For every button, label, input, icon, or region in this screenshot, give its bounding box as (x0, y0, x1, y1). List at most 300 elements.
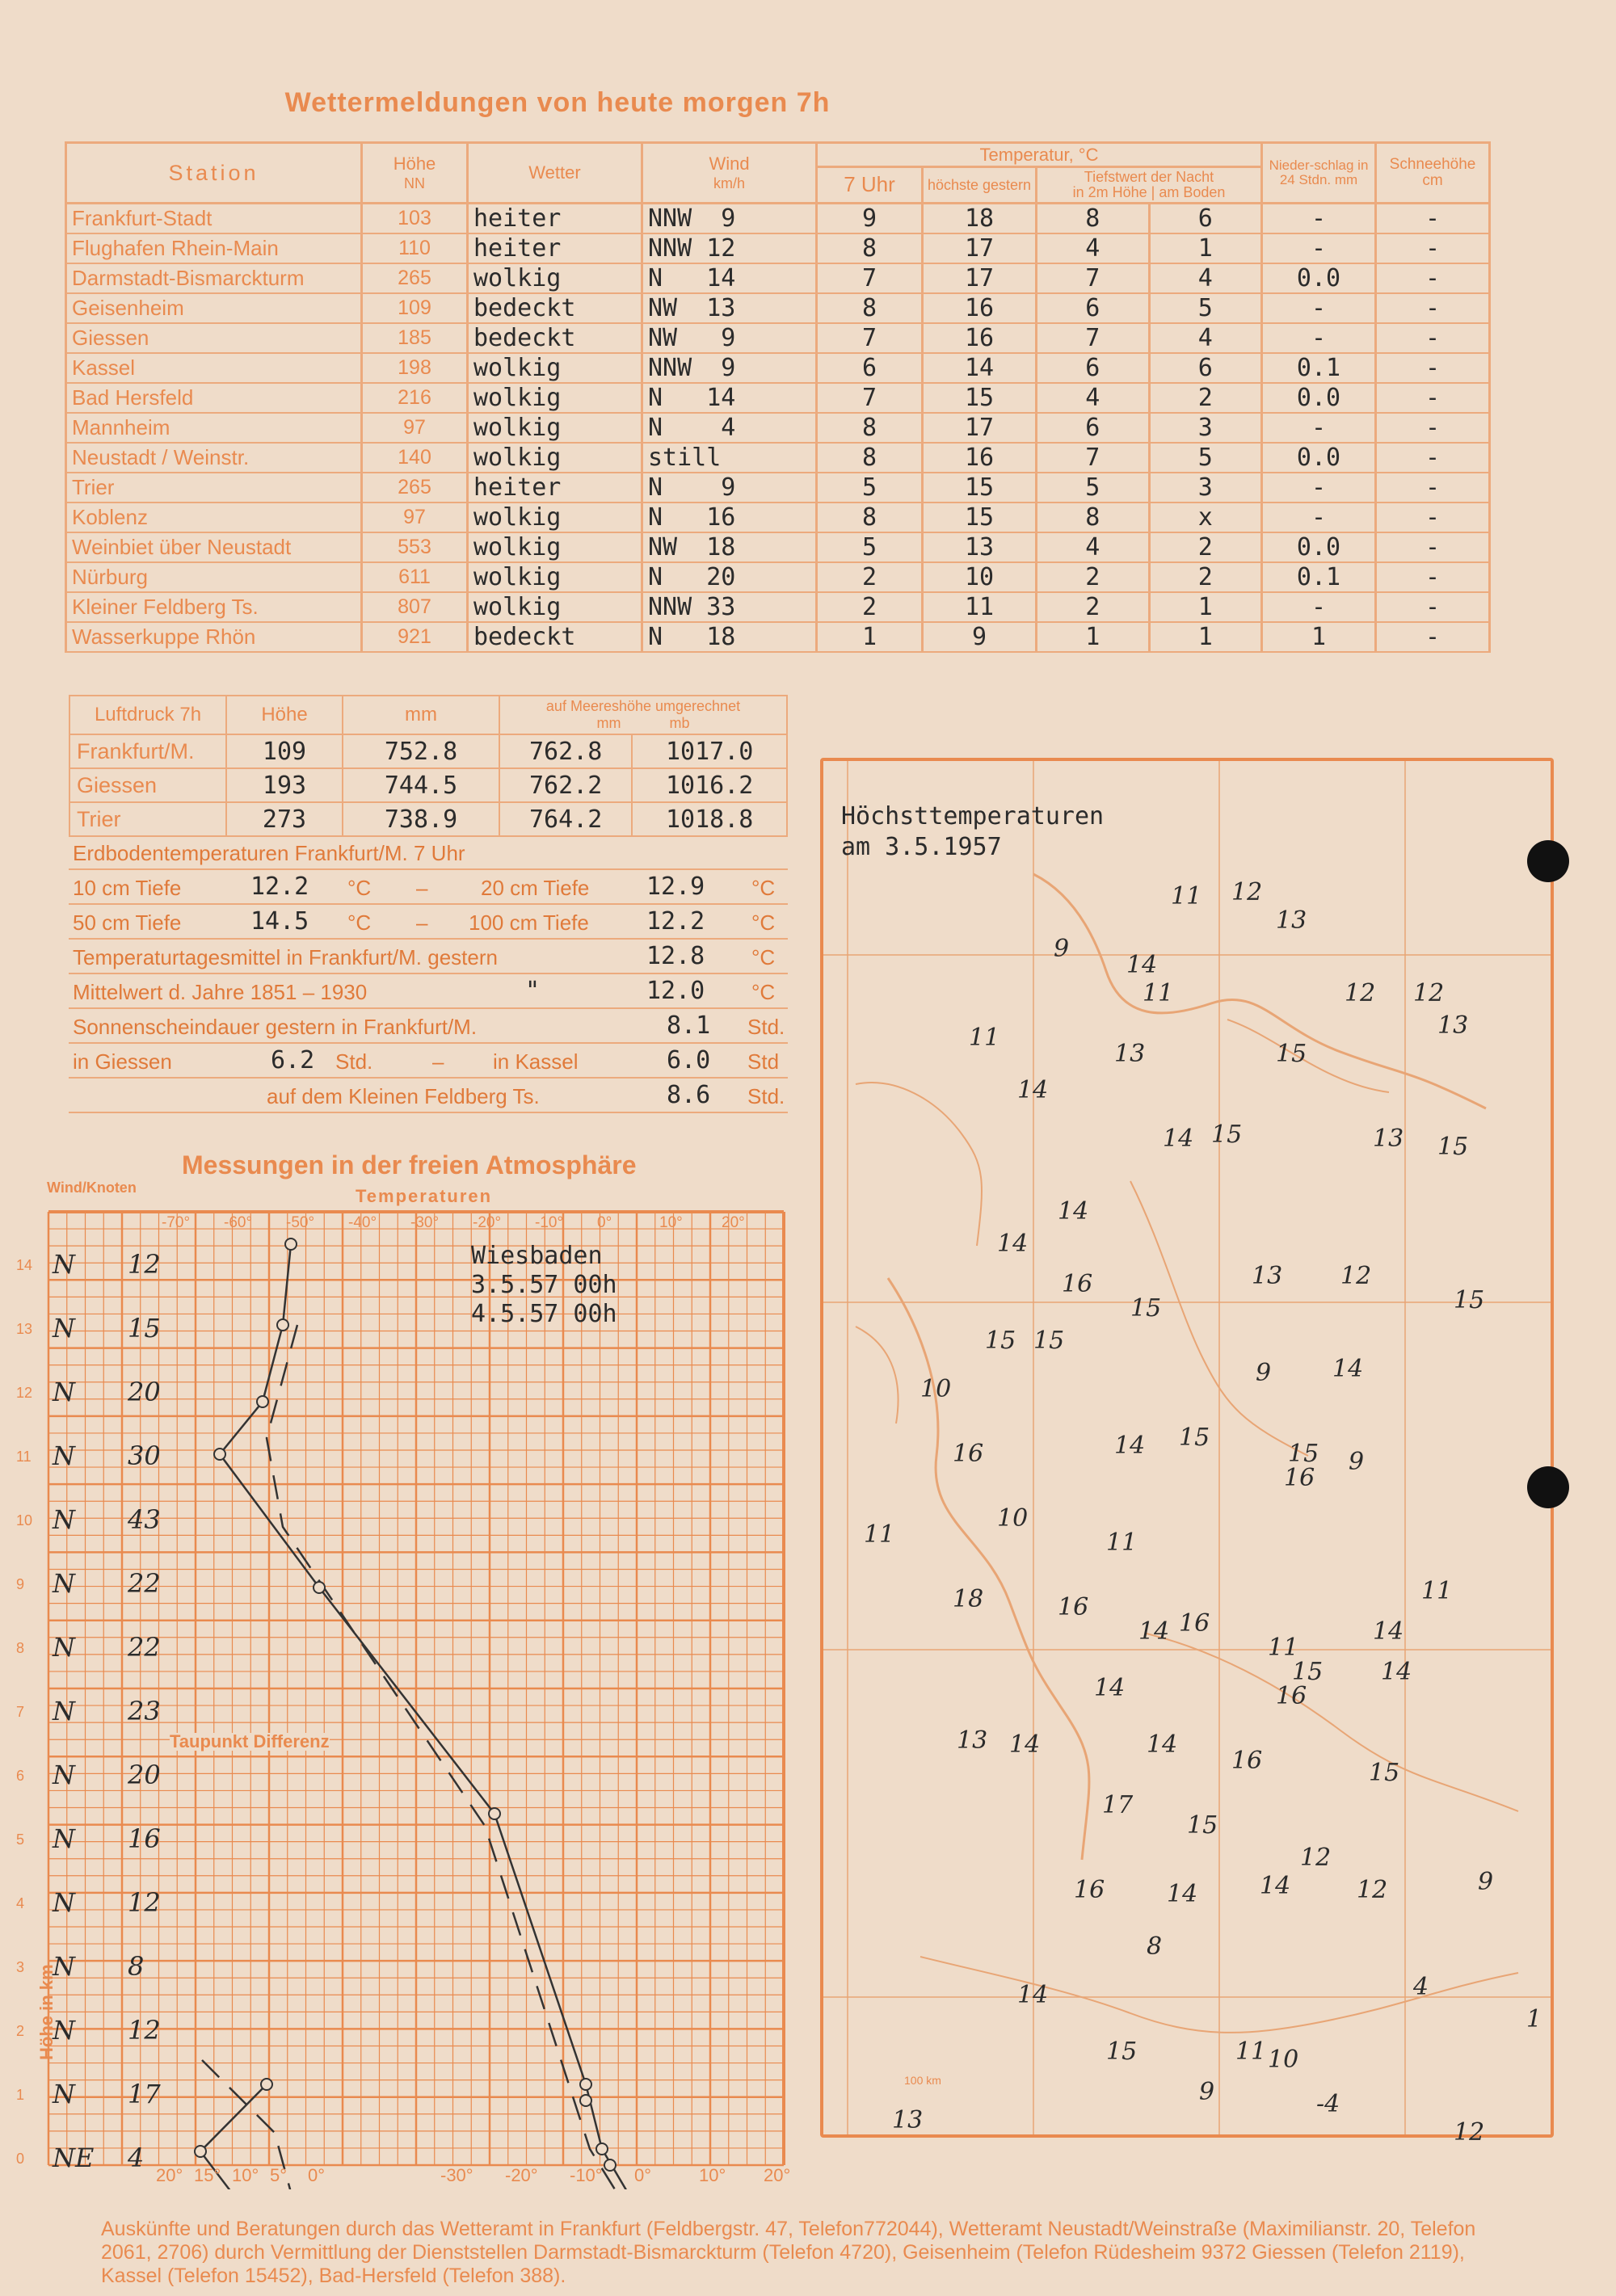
soil-r2-unit: °C (347, 910, 372, 935)
cell-nied: - (1262, 323, 1376, 353)
pressure-row (69, 768, 787, 802)
cell-schnee: - (1376, 323, 1490, 353)
cell-nied: 0.0 (1262, 443, 1376, 473)
top-tick: -60° (224, 1214, 253, 1231)
y-tick: 5 (16, 1831, 25, 1848)
cell-station: Kassel (66, 353, 362, 383)
wind-speed: 20 (128, 1377, 161, 1407)
cell-wetter: wolkig (468, 383, 642, 413)
cell-max: 17 (923, 413, 1037, 443)
map-temp-value: 11 (1171, 882, 1202, 910)
bottom-tick-right: 20° (764, 2165, 791, 2185)
wind-speed: 17 (128, 2079, 161, 2109)
map-temp-value: 14 (1373, 1617, 1404, 1646)
header-wind: Wind km/h (642, 143, 817, 204)
cell-station: Wasserkuppe Rhön (66, 622, 362, 652)
jahre-row (69, 975, 788, 1009)
station-row (66, 503, 1490, 532)
map-temp-value: 8 (1147, 1932, 1163, 1961)
wind-speed: 12 (128, 1249, 161, 1280)
cell-schnee: - (1376, 592, 1490, 622)
cell-t7: 2 (817, 562, 923, 592)
cell-max: 15 (923, 383, 1037, 413)
temp-point (195, 2146, 206, 2157)
punch-hole-bottom (1527, 1466, 1569, 1508)
map-temp-value: 11 (1143, 979, 1174, 1007)
kassel-unit: Std (747, 1049, 780, 1074)
pressure-cell-mm_sea: 764.2 (499, 802, 632, 836)
cell-hoehe: 109 (362, 293, 468, 323)
temp-point (580, 2095, 591, 2106)
cell-minb: 1 (1149, 622, 1262, 652)
feldberg-value: 8.6 (667, 1081, 711, 1109)
map-temp-value: 15 (1033, 1327, 1065, 1355)
soil-title-row (69, 836, 788, 870)
cell-schnee: - (1376, 203, 1490, 233)
sonne-value: 8.1 (667, 1011, 711, 1040)
cell-wind: NW 9 (642, 323, 817, 353)
cell-wind: NW 18 (642, 532, 817, 562)
punch-hole-top (1527, 840, 1569, 882)
map-river-danube (1147, 1634, 1518, 1811)
map-title (841, 801, 1104, 862)
cell-hoehe: 265 (362, 473, 468, 503)
wind-dir: N (53, 1951, 75, 1982)
cell-nied: - (1262, 203, 1376, 233)
cell-minb: 6 (1149, 353, 1262, 383)
pressure-label: Luftdruck 7h (69, 696, 226, 734)
map-temp-value: 11 (969, 1024, 1000, 1052)
atmo-chart (0, 1196, 808, 2189)
cell-max: 11 (923, 592, 1037, 622)
pressure-cell-station: Frankfurt/M. (69, 734, 226, 768)
map-temp-value: 11 (1235, 2037, 1267, 2066)
cell-schnee: - (1376, 532, 1490, 562)
map-title-1: Höchsttemperaturen (841, 802, 1105, 831)
station-row (66, 592, 1490, 622)
soil-r2-label: 50 cm Tiefe (73, 910, 182, 935)
soil-r2-label2: 100 cm Tiefe (469, 910, 589, 935)
cell-t7: 9 (817, 203, 923, 233)
cell-wetter: wolkig (468, 562, 642, 592)
station-row (66, 293, 1490, 323)
cell-wind: NNW 33 (642, 592, 817, 622)
map-temp-value: 12 (1300, 1844, 1332, 1872)
temp-point (257, 1396, 268, 1407)
pressure-cell-mb: 1018.8 (632, 802, 787, 836)
cell-minb: 3 (1149, 473, 1262, 503)
top-tick: 10° (659, 1214, 683, 1231)
map-temp-value: 15 (1130, 1294, 1162, 1323)
sonne-unit: Std. (747, 1015, 785, 1039)
cell-t7: 5 (817, 473, 923, 503)
map-temp-value: 15 (1179, 1423, 1210, 1452)
cell-hoehe: 611 (362, 562, 468, 592)
map-temp-value: 14 (1017, 1076, 1049, 1104)
bottom-tick-right: -30° (440, 2165, 473, 2185)
atmo-title: Messungen in der freien Atmosphäre (182, 1150, 637, 1180)
cell-minb: 5 (1149, 443, 1262, 473)
cell-hoehe: 103 (362, 203, 468, 233)
map-temp-value: 13 (1276, 906, 1307, 935)
soil-r1-label2: 20 cm Tiefe (481, 876, 590, 900)
cell-schnee: - (1376, 383, 1490, 413)
y-tick: 10 (16, 1512, 33, 1529)
temp-point (604, 2159, 616, 2171)
atmo-legend-1: 3.5.57 00h (471, 1271, 617, 1299)
header-station: Station (66, 143, 362, 204)
pressure-cell-hoehe: 193 (226, 768, 343, 802)
cell-wind: N 9 (642, 473, 817, 503)
pressure-cell-mm_sea: 762.8 (499, 734, 632, 768)
cell-schnee: - (1376, 473, 1490, 503)
pressure-cell-mb: 1016.2 (632, 768, 787, 802)
map-temp-value: 9 (1054, 935, 1070, 963)
y-tick: 1 (16, 2087, 25, 2103)
wind-dir: N (53, 1568, 75, 1599)
map-temp-value: 10 (997, 1504, 1029, 1533)
top-tick: -50° (286, 1214, 315, 1231)
soil-title: Erdbodentemperaturen Frankfurt/M. 7 Uhr (73, 841, 465, 865)
header-tiefstwert: Tiefstwert der Nacht in 2m Höhe | am Boden (1037, 167, 1262, 204)
cell-t7: 8 (817, 233, 923, 263)
bottom-tick-left: 10° (232, 2165, 259, 2185)
cell-min2m: 7 (1037, 263, 1150, 293)
map-temp-value: 12 (1454, 2118, 1485, 2147)
sonne-row (69, 1010, 788, 1044)
map-temp-value: 12 (1413, 979, 1445, 1007)
cell-t7: 7 (817, 323, 923, 353)
pressure-hoehe: Höhe (226, 696, 343, 734)
map-temp-value: 16 (1062, 1270, 1093, 1298)
map-temp-value: 14 (1017, 1981, 1049, 2009)
cell-schnee: - (1376, 503, 1490, 532)
cell-station: Kleiner Feldberg Ts. (66, 592, 362, 622)
cell-t7: 7 (817, 383, 923, 413)
cell-schnee: - (1376, 413, 1490, 443)
top-tick: -30° (410, 1214, 440, 1231)
atmo-legend (471, 1242, 617, 1329)
temp-point (580, 2079, 591, 2090)
jahre-label: Mittelwert d. Jahre 1851 – 1930 (73, 980, 368, 1004)
page-title: Wettermeldungen von heute morgen 7h (284, 87, 831, 118)
soil-r1-value: 12.2 (250, 873, 309, 901)
cell-nied: 0.1 (1262, 353, 1376, 383)
cell-nied: - (1262, 473, 1376, 503)
feldberg-unit: Std. (747, 1084, 785, 1108)
soil-r1-unit: °C (347, 876, 372, 900)
y-tick: 12 (16, 1385, 33, 1401)
cell-station: Neustadt / Weinstr. (66, 443, 362, 473)
wind-speed: 8 (128, 1951, 145, 1982)
cell-wetter: wolkig (468, 413, 642, 443)
wind-dir: N (53, 1696, 75, 1726)
cell-max: 15 (923, 503, 1037, 532)
station-row (66, 562, 1490, 592)
map-temp-value: 18 (953, 1585, 984, 1613)
pressure-row (69, 734, 787, 768)
bottom-tick-right: 0° (634, 2165, 652, 2185)
cell-t7: 8 (817, 293, 923, 323)
cell-nied: - (1262, 413, 1376, 443)
cell-schnee: - (1376, 293, 1490, 323)
top-tick: -20° (473, 1214, 502, 1231)
bottom-tick-left: 5° (270, 2165, 288, 2185)
map-temp-value: 12 (1340, 1262, 1372, 1290)
cell-min2m: 4 (1037, 233, 1150, 263)
map-temp-value: 14 (1058, 1197, 1089, 1226)
cell-hoehe: 265 (362, 263, 468, 293)
y-tick: 11 (16, 1449, 32, 1465)
cell-min2m: 7 (1037, 323, 1150, 353)
station-row (66, 622, 1490, 652)
map-river-rhine (888, 1278, 1089, 1860)
cell-station: Trier (66, 473, 362, 503)
y-tick: 0 (16, 2151, 25, 2167)
y-tick: 8 (16, 1640, 25, 1656)
temp-point (261, 2079, 272, 2090)
station-row (66, 473, 1490, 503)
map-temp-value: 16 (1231, 1747, 1263, 1775)
mittel-unit: °C (751, 945, 776, 969)
cell-t7: 2 (817, 592, 923, 622)
map-frame (820, 758, 1554, 2147)
map-temp-value: 13 (1437, 1011, 1469, 1040)
map-temp-value: 14 (1094, 1674, 1126, 1702)
bottom-tick-left: 0° (308, 2165, 326, 2185)
y-tick: 6 (16, 1768, 25, 1784)
pressure-table (69, 695, 788, 837)
cell-wind: NNW 12 (642, 233, 817, 263)
giessen-kassel-row (69, 1045, 788, 1079)
cell-hoehe: 807 (362, 592, 468, 622)
cell-min2m: 6 (1037, 293, 1150, 323)
station-row (66, 233, 1490, 263)
cell-wind: N 20 (642, 562, 817, 592)
temp-point (214, 1449, 225, 1460)
cell-wind: still (642, 443, 817, 473)
map-temp-value: 14 (1114, 1432, 1146, 1460)
atmo-station: Wiesbaden (471, 1242, 603, 1270)
cell-min2m: 2 (1037, 562, 1150, 592)
jahre-ditto: " (525, 977, 541, 1005)
map-temp-value: 14 (1147, 1730, 1178, 1759)
temp-point (596, 2143, 608, 2155)
pressure-umgerechnet: auf Meereshöhe umgerechnet mm mb (499, 696, 787, 734)
wind-speed: 12 (128, 1887, 161, 1918)
soil-r1-dash: – (416, 876, 428, 900)
y-tick: 2 (16, 2023, 25, 2039)
map-temp-value: 14 (1167, 1880, 1198, 1908)
cell-schnee: - (1376, 353, 1490, 383)
map-temp-value: 16 (1074, 1876, 1105, 1904)
map-scale: 100 km (904, 2074, 941, 2087)
map-temp-value: 13 (1373, 1125, 1404, 1153)
pressure-row (69, 802, 787, 836)
cell-nied: 1 (1262, 622, 1376, 652)
header-schnee: Schneehöhe cm (1376, 143, 1490, 204)
kassel-label: in Kassel (493, 1049, 579, 1074)
soil-r2-value2: 12.2 (646, 907, 705, 936)
cell-wetter: bedeckt (468, 622, 642, 652)
cell-wind: N 14 (642, 383, 817, 413)
cell-hoehe: 110 (362, 233, 468, 263)
cell-hoehe: 216 (362, 383, 468, 413)
cell-wind: N 4 (642, 413, 817, 443)
cell-max: 17 (923, 233, 1037, 263)
wind-speed: 15 (128, 1313, 161, 1344)
map-temp-value: 13 (957, 1726, 988, 1755)
map-temp-value: 14 (1126, 951, 1158, 979)
cell-nied: - (1262, 293, 1376, 323)
map-temp-value: 12 (1357, 1876, 1388, 1904)
cell-min2m: 8 (1037, 203, 1150, 233)
bottom-tick-left: 20° (156, 2165, 183, 2185)
wind-speed: 20 (128, 1760, 161, 1790)
pressure-cell-hoehe: 109 (226, 734, 343, 768)
map-temp-value: 14 (1009, 1730, 1041, 1759)
header-hoehe: Höhe NN (362, 143, 468, 204)
cell-station: Koblenz (66, 503, 362, 532)
soil-r1-value2: 12.9 (646, 873, 705, 901)
top-tick: -40° (348, 1214, 377, 1231)
giessen-value: 6.2 (271, 1046, 315, 1074)
map-temp-value: 15 (1454, 1286, 1485, 1314)
y-tick: 14 (16, 1257, 33, 1273)
cell-nied: 0.1 (1262, 562, 1376, 592)
cell-t7: 8 (817, 503, 923, 532)
map-temp-value: 16 (1179, 1609, 1210, 1638)
bottom-tick-right: -20° (505, 2165, 538, 2185)
temp-point (314, 1582, 325, 1593)
map-temp-value: 14 (1332, 1355, 1364, 1383)
feldberg-row (69, 1079, 788, 1113)
cell-nied: 0.0 (1262, 532, 1376, 562)
cell-t7: 6 (817, 353, 923, 383)
wind-speed: 23 (128, 1696, 161, 1726)
map-temp-value: 15 (1369, 1759, 1400, 1787)
map-temp-value: 15 (1292, 1658, 1324, 1686)
cell-max: 15 (923, 473, 1037, 503)
y-tick: 7 (16, 1704, 25, 1720)
bottom-tick-left: 15° (194, 2165, 221, 2185)
map-temp-value: 11 (1421, 1577, 1453, 1605)
cell-station: Darmstadt-Bismarckturm (66, 263, 362, 293)
cell-t7: 5 (817, 532, 923, 562)
map-temp-value: 11 (864, 1520, 895, 1549)
cell-t7: 1 (817, 622, 923, 652)
cell-station: Geisenheim (66, 293, 362, 323)
cell-min2m: 7 (1037, 443, 1150, 473)
cell-minb: 1 (1149, 233, 1262, 263)
cell-hoehe: 553 (362, 532, 468, 562)
pressure-cell-mm_sea: 762.2 (499, 768, 632, 802)
giessen-dash: – (432, 1049, 444, 1074)
footer-text: Auskünfte und Beratungen durch das Wetteramt in Frankfurt (Feldbergstr. 47, Telefon772044), Wetteramt Neustadt/Weinstraße (Maximilianstr. 20, Telefon 2061, 2706) durch Vermittlung der Dienststellen Darmstadt-Bismarckturm (Telefon 4720), Geisenheim (Telefon Rüdesheim 9372 Giessen (Telefon 2119), Kassel (Telefon 15452), Bad-Hersfeld (Telefon 388). (101, 2218, 1476, 2287)
wind-speed: 22 (128, 1632, 161, 1663)
station-table (65, 141, 1491, 653)
cell-wetter: wolkig (468, 503, 642, 532)
wind-speed: 12 (128, 2015, 161, 2046)
cell-min2m: 4 (1037, 383, 1150, 413)
cell-minb: 2 (1149, 562, 1262, 592)
soil-r2-unit2: °C (751, 910, 776, 935)
temp-line-1 (220, 1244, 695, 2189)
map-temp-value: 16 (1058, 1593, 1089, 1621)
cell-max: 16 (923, 443, 1037, 473)
cell-station: Giessen (66, 323, 362, 353)
cell-min2m: 5 (1037, 473, 1150, 503)
station-row (66, 413, 1490, 443)
header-hoechste: höchste gestern (923, 167, 1037, 204)
map-temp-value: 14 (1138, 1617, 1170, 1646)
cell-schnee: - (1376, 562, 1490, 592)
y-tick: 4 (16, 1895, 25, 1911)
map-temp-value: 14 (1163, 1125, 1194, 1153)
map-title-2: am 3.5.1957 (841, 832, 1002, 861)
cell-t7: 7 (817, 263, 923, 293)
temperaturen-label: Temperaturen (356, 1186, 493, 1206)
wind-dir: N (53, 1313, 75, 1344)
wind-speed: 16 (128, 1823, 161, 1854)
cell-station: Frankfurt-Stadt (66, 203, 362, 233)
top-tick: -10° (535, 1214, 564, 1231)
wind-dir: N (53, 1377, 75, 1407)
pressure-cell-station: Giessen (69, 768, 226, 802)
bottom-tick-right: 10° (699, 2165, 726, 2185)
wind-dir: N (53, 2079, 75, 2109)
top-tick: -70° (162, 1214, 191, 1231)
cell-station: Weinbiet über Neustadt (66, 532, 362, 562)
cell-minb: 4 (1149, 263, 1262, 293)
map-temp-value: 15 (1187, 1811, 1218, 1840)
map-temp-value: 15 (1106, 2037, 1138, 2066)
cell-wind: N 14 (642, 263, 817, 293)
cell-hoehe: 921 (362, 622, 468, 652)
top-tick: 0° (597, 1214, 612, 1231)
wind-speed: 30 (128, 1440, 161, 1471)
cell-minb: x (1149, 503, 1262, 532)
cell-minb: 4 (1149, 323, 1262, 353)
cell-wetter: wolkig (468, 443, 642, 473)
map-temp-value: 12 (1345, 979, 1376, 1007)
map-temp-value: 16 (1284, 1464, 1315, 1492)
wind-dir: N (53, 1887, 75, 1918)
wind-dir: N (53, 1823, 75, 1854)
height-axis-label: Höhe in km (36, 1964, 57, 2060)
y-tick: 3 (16, 1959, 25, 1975)
wind-dir: N (53, 1760, 75, 1790)
map-temp-value: 13 (1252, 1262, 1283, 1290)
mittel-label: Temperaturtagesmittel in Frankfurt/M. gestern (73, 945, 498, 969)
map-temp-value: -4 (1316, 2090, 1340, 2118)
cell-minb: 2 (1149, 383, 1262, 413)
pressure-cell-mb: 1017.0 (632, 734, 787, 768)
station-row (66, 353, 1490, 383)
station-row (66, 532, 1490, 562)
station-row (66, 323, 1490, 353)
cell-t7: 8 (817, 443, 923, 473)
cell-hoehe: 97 (362, 503, 468, 532)
cell-wetter: heiter (468, 233, 642, 263)
cell-hoehe: 140 (362, 443, 468, 473)
map-temp-value: 10 (1268, 2046, 1299, 2074)
cell-schnee: - (1376, 443, 1490, 473)
map-temp-value: 13 (892, 2106, 924, 2134)
mittel-row (69, 940, 788, 974)
map-temp-value: 17 (1102, 1791, 1134, 1819)
map-temp-value: 12 (1231, 878, 1263, 906)
